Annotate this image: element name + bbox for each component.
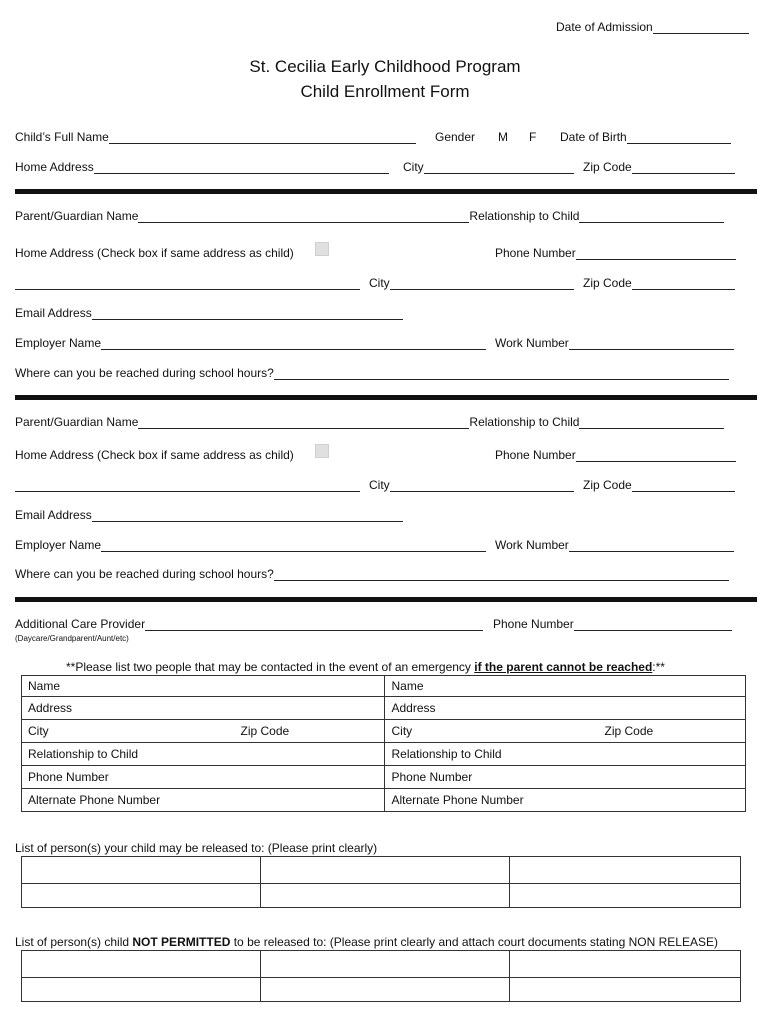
guardian2-address-line-field [15, 478, 360, 492]
guardian1-name-field: Parent/Guardian Name Relationship to Child [15, 209, 724, 223]
release-not-permitted-cell[interactable] [510, 951, 741, 978]
child-city-line[interactable] [424, 161, 574, 174]
emergency1-name-cell[interactable]: Name [22, 676, 385, 697]
guardian2-name-line[interactable] [138, 416, 469, 429]
date-of-admission-line[interactable] [653, 21, 749, 34]
guardian1-zip-line[interactable] [632, 277, 735, 290]
child-city-field: City [403, 160, 574, 174]
guardian1-city-field: City [369, 276, 574, 290]
emergency1-phone-cell[interactable]: Phone Number [22, 766, 385, 789]
emergency1-relationship-cell[interactable]: Relationship to Child [22, 743, 385, 766]
guardian1-email-field: Email Address [15, 306, 403, 320]
emergency1-city-zip-cell[interactable]: City Zip Code [22, 720, 385, 743]
release-not-permitted-label: List of person(s) child NOT PERMITTED to be released to: (Please print clearly and attach court documents stating NON RELEASE) [15, 935, 718, 949]
dob-line[interactable] [627, 131, 731, 144]
guardian1-work-number-field: Work Number [495, 336, 734, 350]
release-permitted-label: List of person(s) your child may be released to: (Please print clearly) [15, 841, 378, 855]
guardian1-email-line[interactable] [92, 307, 403, 320]
gender-f[interactable]: F [529, 130, 537, 144]
child-zip-line[interactable] [632, 161, 735, 174]
guardian2-name-field: Parent/Guardian Name Relationship to Child [15, 415, 724, 429]
release-permitted-cell[interactable] [510, 857, 741, 884]
emergency1-alt-phone-cell[interactable]: Alternate Phone Number [22, 789, 385, 812]
additional-provider-note: (Daycare/Grandparent/Aunt/etc) [15, 634, 129, 643]
guardian2-reached-line[interactable] [274, 568, 729, 581]
child-full-name-field: Child’s Full Name [15, 130, 416, 144]
release-not-permitted-cell[interactable] [510, 978, 741, 1002]
emergency2-alt-phone-cell[interactable]: Alternate Phone Number [385, 789, 746, 812]
additional-provider-field: Additional Care Provider [15, 617, 483, 631]
guardian1-reached-line[interactable] [274, 367, 729, 380]
guardian1-relationship-line[interactable] [579, 210, 724, 223]
guardian2-zip-line[interactable] [632, 479, 735, 492]
guardian1-zip-field: Zip Code [583, 276, 735, 290]
child-full-name-line[interactable] [109, 131, 416, 144]
additional-phone-field: Phone Number [493, 617, 732, 631]
section-divider [15, 395, 757, 400]
guardian1-reached-field: Where can you be reached during school hours? [15, 366, 729, 380]
emergency2-city-zip-cell[interactable]: City Zip Code [385, 720, 746, 743]
guardian2-work-number-line[interactable] [569, 539, 734, 552]
child-zip-field: Zip Code [583, 160, 735, 174]
release-not-permitted-cell[interactable] [260, 978, 510, 1002]
guardian2-city-line[interactable] [390, 479, 574, 492]
emergency-contacts-table [21, 675, 746, 812]
release-permitted-cell[interactable] [260, 884, 510, 908]
additional-provider-line[interactable] [145, 618, 483, 631]
emergency-intro: **Please list two people that may be contacted in the event of an emergency if the parent cannot be reached:** [66, 660, 665, 674]
guardian2-relationship-line[interactable] [579, 416, 724, 429]
guardian2-employer-field: Employer Name [15, 538, 486, 552]
release-not-permitted-table [21, 950, 741, 1002]
guardian2-phone-field: Phone Number [495, 448, 736, 462]
guardian2-phone-line[interactable] [576, 449, 736, 462]
guardian2-city-field: City [369, 478, 574, 492]
release-permitted-cell[interactable] [22, 884, 261, 908]
form-title: Child Enrollment Form [300, 82, 470, 101]
guardian2-reached-field: Where can you be reached during school hours? [15, 567, 729, 581]
guardian1-same-address-checkbox[interactable] [315, 242, 329, 256]
guardian1-employer-line[interactable] [101, 337, 486, 350]
guardian1-city-line[interactable] [390, 277, 574, 290]
release-permitted-cell[interactable] [22, 857, 261, 884]
guardian2-email-line[interactable] [92, 509, 403, 522]
guardian1-work-number-line[interactable] [569, 337, 734, 350]
release-not-permitted-cell[interactable] [22, 951, 261, 978]
guardian2-email-field: Email Address [15, 508, 403, 522]
dob-field: Date of Birth [560, 130, 731, 144]
emergency2-name-cell[interactable]: Name [385, 676, 746, 697]
section-divider [15, 189, 757, 194]
guardian1-home-address-label: Home Address (Check box if same address as child) [15, 246, 294, 260]
guardian1-name-line[interactable] [138, 210, 469, 223]
guardian2-zip-field: Zip Code [583, 478, 735, 492]
emergency2-relationship-cell[interactable]: Relationship to Child [385, 743, 746, 766]
guardian1-address-line[interactable] [15, 277, 360, 290]
guardian2-home-address-label: Home Address (Check box if same address as child) [15, 448, 294, 462]
guardian1-phone-field: Phone Number [495, 246, 736, 260]
release-permitted-table [21, 856, 741, 908]
gender-label: Gender [435, 130, 476, 144]
additional-phone-line[interactable] [574, 618, 732, 631]
emergency2-address-cell[interactable]: Address [385, 697, 746, 720]
guardian2-employer-line[interactable] [101, 539, 486, 552]
guardian2-address-line[interactable] [15, 479, 360, 492]
release-not-permitted-cell[interactable] [260, 951, 510, 978]
guardian1-employer-field: Employer Name [15, 336, 486, 350]
guardian1-phone-line[interactable] [576, 247, 736, 260]
section-divider [15, 597, 757, 602]
release-permitted-cell[interactable] [260, 857, 510, 884]
emergency2-phone-cell[interactable]: Phone Number [385, 766, 746, 789]
date-of-admission: Date of Admission [556, 20, 749, 34]
child-home-address-line[interactable] [94, 161, 389, 174]
guardian2-same-address-checkbox[interactable] [315, 444, 329, 458]
release-not-permitted-cell[interactable] [22, 978, 261, 1002]
gender-m[interactable]: M [498, 130, 508, 144]
guardian2-work-number-field: Work Number [495, 538, 734, 552]
child-home-address-field: Home Address [15, 160, 389, 174]
program-title: St. Cecilia Early Childhood Program [249, 57, 521, 76]
guardian1-address-line-field [15, 276, 360, 290]
release-permitted-cell[interactable] [510, 884, 741, 908]
emergency1-address-cell[interactable]: Address [22, 697, 385, 720]
